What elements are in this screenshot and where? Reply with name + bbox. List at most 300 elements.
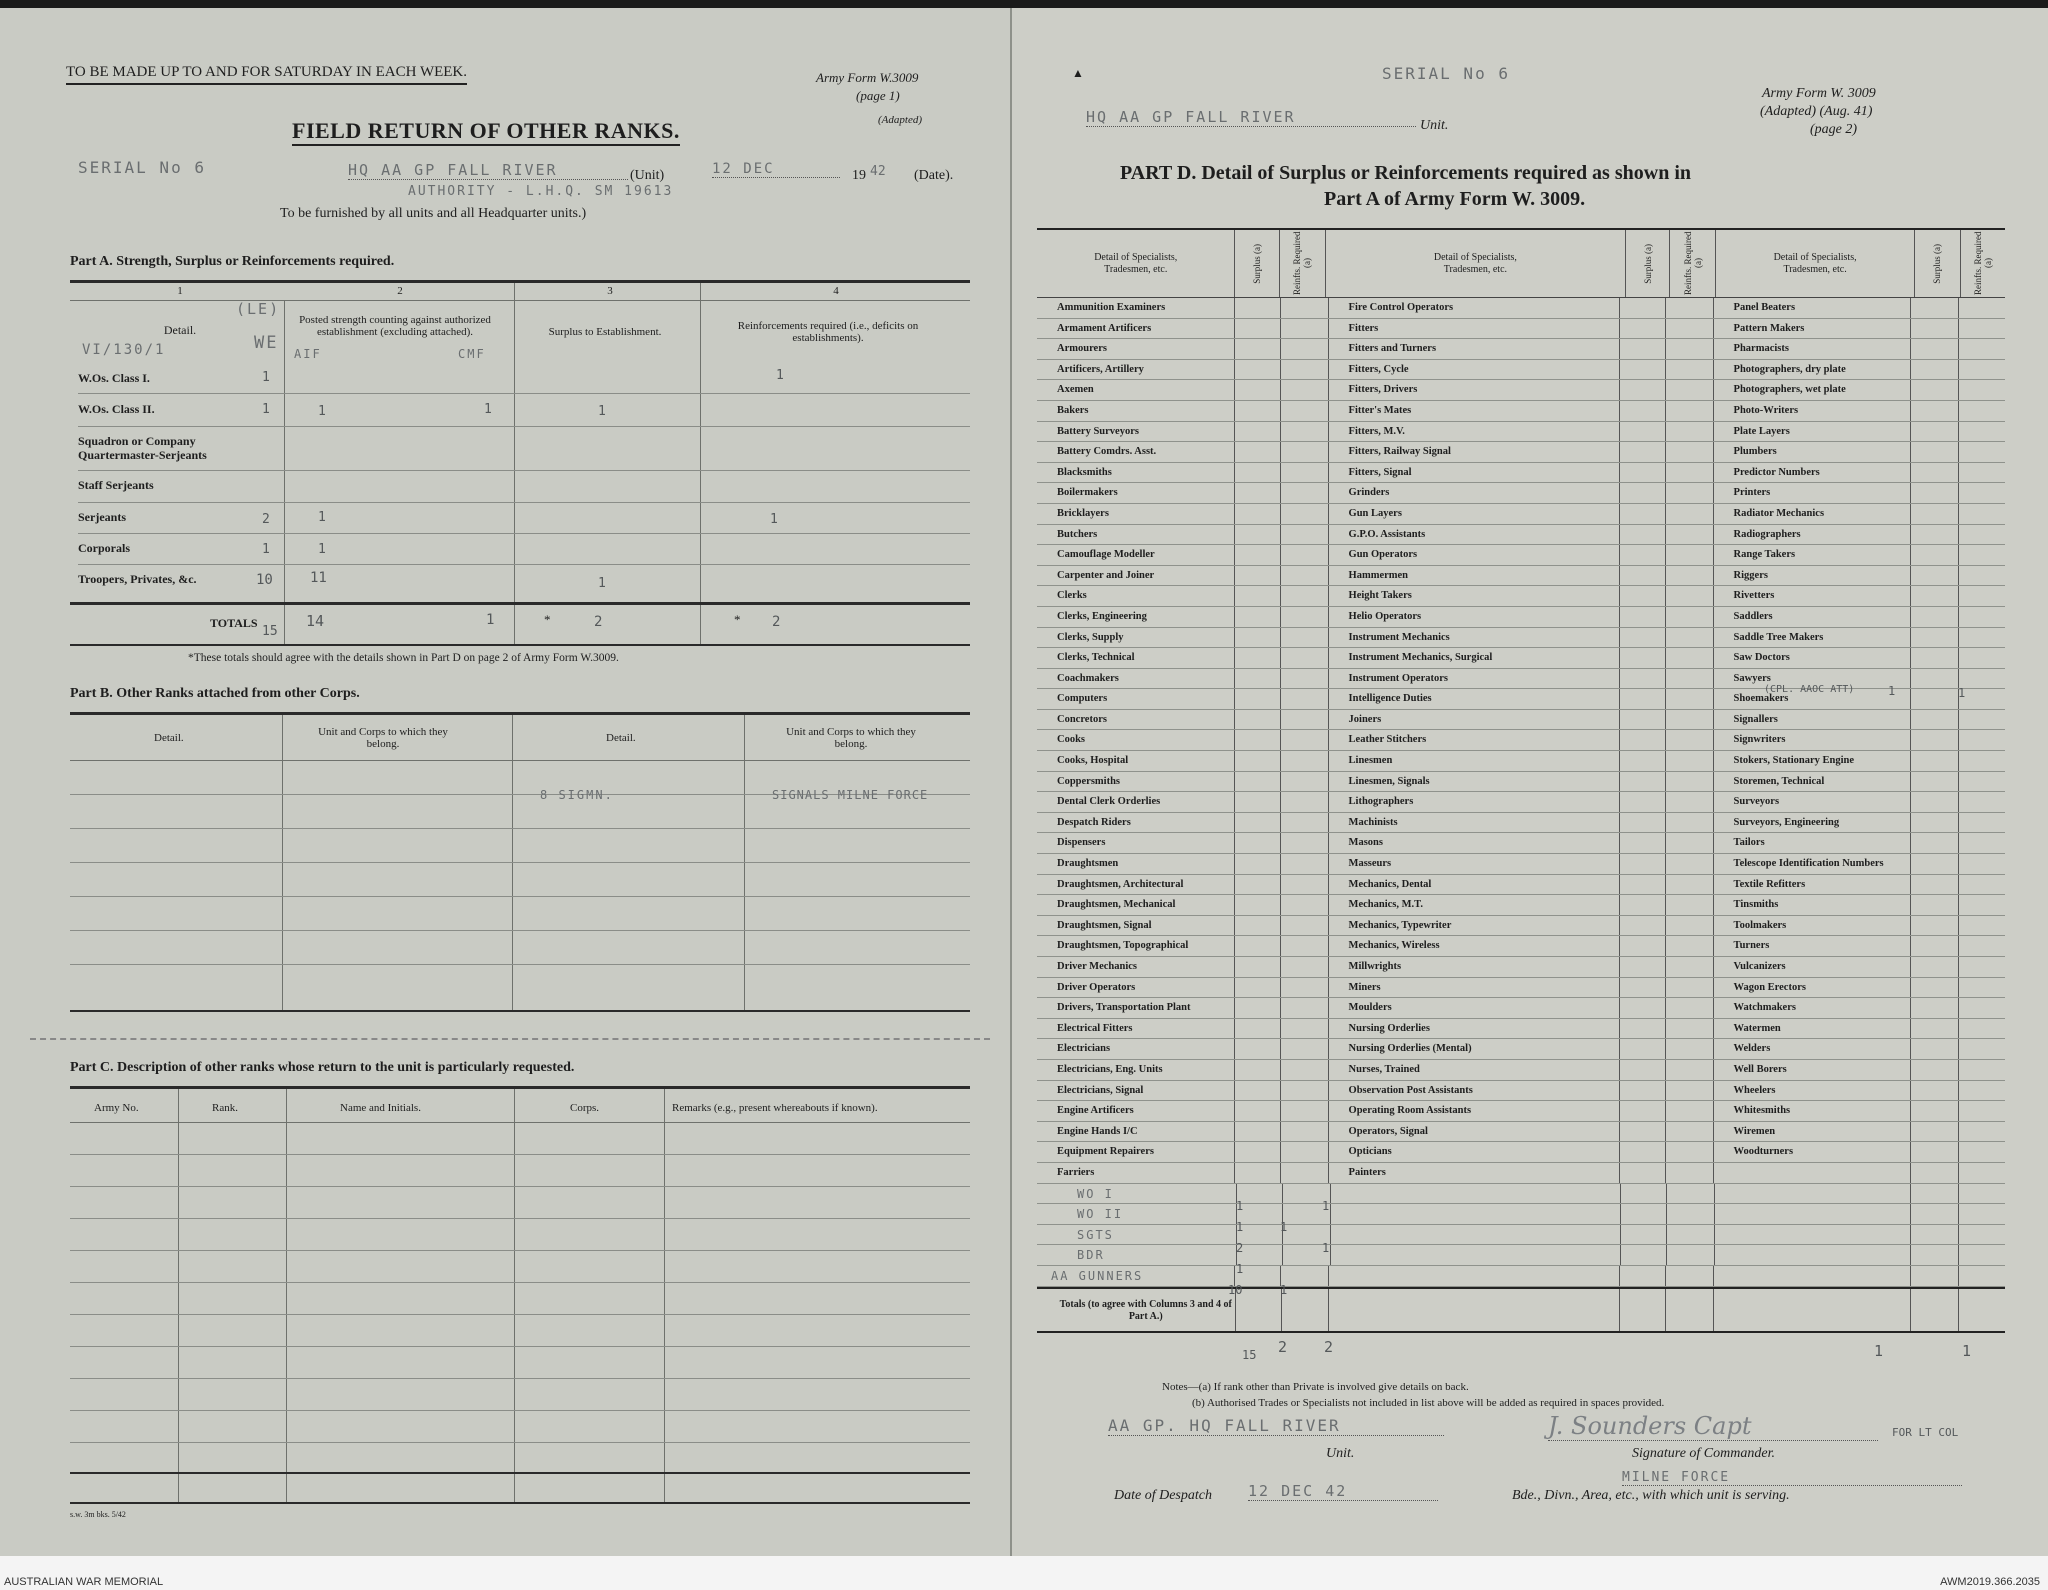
trade-cell [1620,607,1666,627]
trade-cell [1281,422,1329,442]
trade-cell [1959,833,2005,853]
totals-surplus: 2 [594,614,603,630]
trade-cell [1281,380,1329,400]
trade-cell [1666,648,1714,668]
trade-cell [1666,360,1714,380]
trade-cell [1620,380,1666,400]
trade-row [1037,586,2005,607]
trade-cell [1620,1122,1666,1142]
trade-name: Signallers [1714,710,1912,730]
trade-cell [1620,566,1666,586]
part-b-col-detail-2: Detail. [606,732,636,744]
trade-cell [1281,772,1329,792]
trade-row [1037,1142,2005,1163]
trade-name: Watermen [1714,1019,1912,1039]
adapted-label: (Adapted) (Aug. 41) [1760,104,1873,119]
trade-cell [1235,1039,1281,1059]
part-b-hw-detail: 8 SIGMN. [540,788,614,802]
archive-credit: AUSTRALIAN WAR MEMORIAL [4,1576,164,1588]
trade-row [1037,607,2005,628]
trade-cell [1911,422,1959,442]
trade-cell [1911,525,1959,545]
trade-cell [1281,1122,1329,1142]
unit-label: (Unit) [630,168,665,183]
trade-cell [1620,813,1666,833]
trade-name: Storemen, Technical [1714,772,1912,792]
trade-name: Painters [1329,1163,1620,1183]
trade-name: Bricklayers [1037,504,1235,524]
trade-cell [1235,545,1281,565]
trade-cell [1281,566,1329,586]
totals-col3-we: 1 [1874,1342,1884,1360]
trade-cell [1235,422,1281,442]
trade-row [1037,689,2005,710]
trade-cell [1911,298,1959,318]
part-a-row-aif: 1 [318,404,326,419]
trade-cell [1281,648,1329,668]
trade-cell [1959,628,2005,648]
trade-name: Electricians, Eng. Units [1037,1060,1235,1080]
trade-cell [1666,833,1714,853]
part-c-title: Part C. Description of other ranks whose return to the unit is particularly requested. [70,1060,575,1075]
trade-name: Boilermakers [1037,483,1235,503]
hw-we: WE [254,333,279,353]
form-title: FIELD RETURN OF OTHER RANKS. [292,118,680,146]
trade-cell [1235,730,1281,750]
trade-cell [1620,1060,1666,1080]
trade-cell [1959,751,2005,771]
part-a-row-surplus: 1 [598,576,606,591]
trade-cell [1911,689,1959,709]
part-c-col-corps: Corps. [570,1102,600,1114]
trade-name: Surveyors, Engineering [1714,813,1912,833]
trade-name: Observation Post Assistants [1329,1081,1620,1101]
trade-cell [1666,380,1714,400]
part-d-handwritten-rows [1037,1184,2005,1287]
hw-row-label: SGTS [1037,1225,1237,1245]
trade-cell [1620,545,1666,565]
trade-name: Stokers, Stationary Engine [1714,751,1912,771]
trade-cell [1281,792,1329,812]
trade-cell [1666,463,1714,483]
trade-cell [1235,998,1281,1018]
trade-cell [1235,360,1281,380]
trade-cell [1959,1060,2005,1080]
trade-cell [1911,957,1959,977]
trade-cell [1235,648,1281,668]
trade-cell [1911,545,1959,565]
totals-col3-reinf: 1 [1962,1342,1972,1360]
trade-name: Surveyors [1714,792,1912,812]
trade-cell [1235,525,1281,545]
totals-label: Totals (to agree with Columns 3 and 4 of Part A.) [1037,1289,1236,1331]
trade-cell [1666,772,1714,792]
trade-cell [1620,586,1666,606]
trade-name: Instrument Mechanics, Surgical [1329,648,1620,668]
hw-row-surplus: 1 [1280,1283,1288,1297]
archive-strip [0,1556,2048,1590]
trade-cell [1235,978,1281,998]
furnished-note: To be furnished by all units and all Headquarter units.) [280,206,587,221]
trade-cell [1281,319,1329,339]
trade-cell [1911,463,1959,483]
trade-cell [1235,1060,1281,1080]
date-label: (Date). [914,168,954,183]
trade-cell [1620,1163,1666,1183]
trade-name: Joiners [1329,710,1620,730]
head-detail-3: Detail of Specialists, Tradesmen, etc. [1716,230,1914,297]
trade-cell [1911,936,1959,956]
trade-cell [1959,545,2005,565]
trade-cell [1620,792,1666,812]
part-a-row-reinf: 1 [770,512,778,527]
trade-cell [1620,298,1666,318]
trade-cell [1666,545,1714,565]
trade-cell [1959,648,2005,668]
trade-row [1037,628,2005,649]
trade-name: Gun Operators [1329,545,1620,565]
trade-cell [1911,1163,1959,1183]
trade-cell [1281,1039,1329,1059]
part-a-row-we: 1 [262,370,270,385]
trade-name: Armourers [1037,339,1235,359]
archive-id: AWM2019.366.2035 [1940,1576,2040,1588]
trade-cell [1959,813,2005,833]
trade-name: Electricians, Signal [1037,1081,1235,1101]
trade-name: Fitters, Railway Signal [1329,442,1620,462]
trade-cell [1235,1163,1281,1183]
sig-unit-handwritten: AA GP. HQ FALL RIVER [1108,1416,1444,1436]
trade-cell [1620,669,1666,689]
trade-cell [1620,483,1666,503]
trade-cell [1959,504,2005,524]
trade-cell [1281,607,1329,627]
trade-name: Computers [1037,689,1235,709]
trade-name: Engine Hands I/C [1037,1122,1235,1142]
trade-cell [1281,1081,1329,1101]
trade-name: Saddle Tree Makers [1714,628,1912,648]
trade-name: Operating Room Assistants [1329,1101,1620,1121]
trade-name: Instrument Operators [1329,669,1620,689]
trade-name: Clerks, Supply [1037,628,1235,648]
trade-cell [1620,751,1666,771]
trade-cell [1235,895,1281,915]
trade-name: Battery Surveyors [1037,422,1235,442]
trade-cell [1235,854,1281,874]
part-a-row-label: Staff Serjeants [78,478,154,492]
trade-cell [1911,339,1959,359]
part-a-col-num-4: 4 [833,285,839,297]
trade-name: Masseurs [1329,854,1620,874]
trade-cell [1911,895,1959,915]
trade-name: Electricians [1037,1039,1235,1059]
trade-cell [1959,792,2005,812]
signature-label: Signature of Commander. [1632,1446,1775,1461]
trade-cell [1620,895,1666,915]
trade-name: Carpenter and Joiner [1037,566,1235,586]
trade-row [1037,833,2005,854]
hw-row-surplus: 1 [1280,1220,1288,1234]
corner-mark: ▲ [1072,66,1084,80]
trade-name: Well Borers [1714,1060,1912,1080]
trade-cell [1666,710,1714,730]
part-c-col-rank: Rank. [212,1102,238,1114]
trade-cell [1959,380,2005,400]
part-d-totals [1037,1287,2005,1333]
trade-cell [1235,1019,1281,1039]
trade-cell [1281,401,1329,421]
trade-cell [1959,689,2005,709]
trade-name: Radiator Mechanics [1714,504,1912,524]
trade-cell [1620,998,1666,1018]
trade-cell [1911,916,1959,936]
trade-cell [1281,1101,1329,1121]
trade-cell [1620,1019,1666,1039]
trade-row [1037,319,2005,340]
trade-cell [1959,607,2005,627]
trade-name: Tailors [1714,833,1912,853]
trade-cell [1620,442,1666,462]
totals-reinf: 2 [1324,1338,1334,1356]
trade-cell [1911,566,1959,586]
trade-row [1037,854,2005,875]
trade-cell [1911,1019,1959,1039]
trade-name: Clerks [1037,586,1235,606]
head-reinf-2: Reinfts. Required (a) [1682,231,1703,296]
trade-name: Blacksmiths [1037,463,1235,483]
trade-name: Signwriters [1714,730,1912,750]
part-a-row-we: 10 [256,572,273,588]
trade-name: Draughtsmen, Topographical [1037,936,1235,956]
trade-cell [1959,1101,2005,1121]
trade-cell [1911,628,1959,648]
trade-cell [1235,772,1281,792]
trade-row [1037,916,2005,937]
trade-cell [1959,1122,2005,1142]
part-a-col-surplus: Surplus to Establishment. [548,326,662,338]
trade-name: Cooks, Hospital [1037,751,1235,771]
commander-signature: J. Sounders Capt [1548,1412,1878,1441]
trade-name: Tinsmiths [1714,895,1912,915]
trade-name: Wheelers [1714,1081,1912,1101]
trade-name: Nursing Orderlies (Mental) [1329,1039,1620,1059]
part-a-footnote: *These totals should agree with the details shown in Part D on page 2 of Army Form W.3009. [188,652,619,664]
trade-cell [1620,401,1666,421]
trade-name: Fitters, M.V. [1329,422,1620,442]
trade-cell [1281,1142,1329,1162]
trade-cell [1959,978,2005,998]
trade-cell [1235,566,1281,586]
trade-cell [1666,669,1714,689]
trade-cell [1666,298,1714,318]
trade-cell [1666,422,1714,442]
trade-cell [1666,916,1714,936]
trade-row [1037,813,2005,834]
trade-name: Plumbers [1714,442,1912,462]
trade-row [1037,710,2005,731]
part-a-row-surplus: 1 [598,404,606,419]
trade-name: Saw Doctors [1714,648,1912,668]
top-note: TO BE MADE UP TO AND FOR SATURDAY IN EACH WEEK. [66,64,467,85]
trade-name: Moulders [1329,998,1620,1018]
adapted-label: (Adapted) [878,114,922,126]
trade-row [1037,442,2005,463]
trade-cell [1911,380,1959,400]
hw-row-we: 10 [1228,1283,1243,1297]
trade-cell [1911,442,1959,462]
head-surplus-1: Surplus (a) [1252,243,1263,284]
trade-row [1037,504,2005,525]
trade-name: Draughtsmen, Signal [1037,916,1235,936]
hw-row [1037,1266,2005,1287]
trade-name: Dispensers [1037,833,1235,853]
trade-cell [1666,607,1714,627]
trade-cell [1235,1142,1281,1162]
trade-cell [1666,483,1714,503]
trade-row [1037,401,2005,422]
trade-cell [1281,875,1329,895]
trade-cell [1281,360,1329,380]
part-a-col-num-3: 3 [607,285,613,297]
trade-name: Toolmakers [1714,916,1912,936]
trade-cell [1666,401,1714,421]
part-a-col-posted: Posted strength counting against authorized establishment (excluding attached). [299,314,491,338]
trade-cell [1959,916,2005,936]
trade-cell [1959,525,2005,545]
trade-cell [1959,1142,2005,1162]
trade-row [1037,978,2005,999]
trade-name: Woodturners [1714,1142,1912,1162]
trade-cell [1620,854,1666,874]
trade-row [1037,936,2005,957]
part-a-row-we: 1 [262,402,270,417]
part-c-col-army-no: Army No. [94,1102,139,1114]
trade-cell [1620,463,1666,483]
trade-cell [1911,710,1959,730]
trade-cell [1620,339,1666,359]
part-a-row-label: W.Os. Class II. [78,402,155,416]
trade-cell [1281,525,1329,545]
hw-row [1037,1184,2005,1205]
bde-handwritten: MILNE FORCE [1622,1470,1962,1486]
trade-cell [1666,813,1714,833]
trade-cell [1666,730,1714,750]
trade-cell [1235,957,1281,977]
trade-cell [1959,298,2005,318]
trade-name: Panel Beaters [1714,298,1912,318]
trade-cell [1666,1081,1714,1101]
trade-name: Saddlers [1714,607,1912,627]
trade-name: Vulcanizers [1714,957,1912,977]
trade-name: G.P.O. Assistants [1329,525,1620,545]
trade-cell [1235,833,1281,853]
trade-cell [1235,1101,1281,1121]
hw-row-label: AA GUNNERS [1037,1266,1235,1286]
part-b-col-unit-2: Unit and Corps to which they belong. [786,726,916,750]
trade-cell [1620,978,1666,998]
trade-cell [1235,916,1281,936]
trade-name: Instrument Mechanics [1329,628,1620,648]
trade-cell [1281,586,1329,606]
trade-name: Welders [1714,1039,1912,1059]
trade-name: Engine Artificers [1037,1101,1235,1121]
trade-name: Mechanics, Dental [1329,875,1620,895]
trade-cell [1666,751,1714,771]
trade-cell [1281,978,1329,998]
trade-cell [1666,442,1714,462]
trade-name: Cooks [1037,730,1235,750]
trade-row [1037,1081,2005,1102]
part-a-row-cmf: 1 [484,402,492,417]
trade-cell [1666,689,1714,709]
trade-row [1037,1039,2005,1060]
trade-cell [1281,730,1329,750]
trade-row [1037,998,2005,1019]
part-d-table [1037,228,2005,1333]
trade-name: Draughtsmen, Mechanical [1037,895,1235,915]
note-a: Notes—(a) If rank other than Private is involved give details on back. [1162,1381,1469,1393]
bde-label: Bde., Divn., Area, etc., with which unit is serving. [1512,1488,1790,1503]
hw-row-label: WO II [1037,1204,1237,1224]
sig-unit-label: Unit. [1326,1446,1355,1461]
hw-row-we: 1 [1236,1262,1244,1276]
trade-cell [1620,710,1666,730]
part-a-row-aif: 1 [318,510,326,525]
trade-name: Leather Stitchers [1329,730,1620,750]
trade-cell [1620,1039,1666,1059]
trade-name: Riggers [1714,566,1912,586]
trade-name: Helio Operators [1329,607,1620,627]
trade-name: Fitter's Mates [1329,401,1620,421]
totals-label: TOTALS [210,616,258,630]
trade-name: Opticians [1329,1142,1620,1162]
trade-name: Despatch Riders [1037,813,1235,833]
trade-cell [1959,875,2005,895]
trade-name: Photographers, wet plate [1714,380,1912,400]
trade-name: Concretors [1037,710,1235,730]
trade-cell [1959,1081,2005,1101]
page-number: (page 1) [856,88,900,103]
trade-row [1037,545,2005,566]
totals-we: 15 [1242,1348,1257,1362]
trade-cell [1281,936,1329,956]
trade-name: Armament Artificers [1037,319,1235,339]
trade-name: Clerks, Engineering [1037,607,1235,627]
trade-cell [1620,504,1666,524]
trade-cell [1911,1039,1959,1059]
trade-cell [1281,1163,1329,1183]
trade-name: Plate Layers [1714,422,1912,442]
totals-star-surplus: * [544,612,551,627]
trade-cell [1666,1142,1714,1162]
trade-name: Driver Operators [1037,978,1235,998]
trade-name: Wiremen [1714,1122,1912,1142]
trade-cell [1666,1039,1714,1059]
trade-cell [1911,875,1959,895]
trade-name: Whitesmiths [1714,1101,1912,1121]
head-detail-1: Detail of Specialists, Tradesmen, etc. [1037,230,1235,297]
trade-cell [1281,854,1329,874]
trade-name: Range Takers [1714,545,1912,565]
serial-number-handwritten: SERIAL No 6 [1382,64,1510,83]
trade-cell [1959,319,2005,339]
totals-cmf: 1 [486,612,495,628]
part-a-row-label: W.Os. Class I. [78,371,150,385]
trade-cell [1281,1019,1329,1039]
part-a-row-we: 1 [262,542,270,557]
part-b-title: Part B. Other Ranks attached from other Corps. [70,686,360,701]
trade-cell [1959,936,2005,956]
